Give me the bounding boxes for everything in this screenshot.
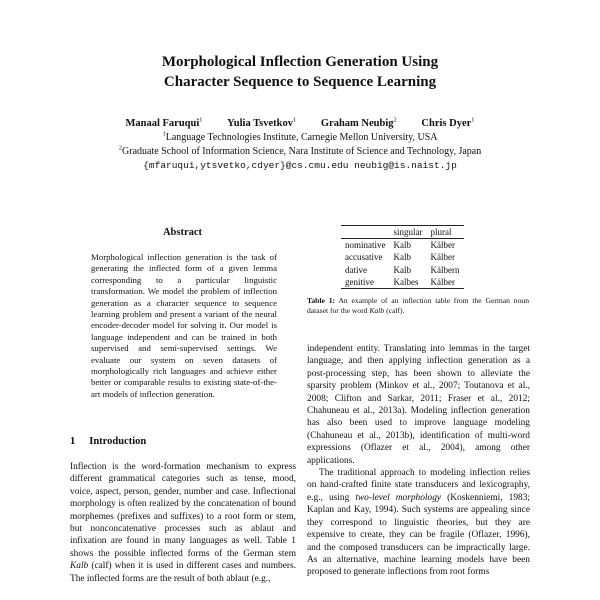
author: Chris Dyer$^1$: [421, 116, 475, 129]
affiliation-2: $^2$Graduate School of Information Science, Nara Institute of Science and Technology, Japan: [118, 144, 482, 157]
inflection-table: [341, 225, 464, 289]
table-caption: Table 1: An example of an inflection table from the German noun dataset for the word Kalb (calf).: [307, 296, 529, 315]
right-column-text: [307, 343, 530, 579]
title-line-2: Character Sequence to Sequence Learning: [163, 74, 437, 90]
table-header-row: singular plural: [341, 226, 464, 239]
author: Graham Neubig$^2$: [320, 116, 397, 129]
affiliation-1: $^1$Language Technologies Institute, Carnegie Mellon University, USA: [162, 130, 438, 143]
table-row: genitive Kalbes Kälber: [341, 276, 464, 289]
table-row: dative Kalb Kälbern: [345, 264, 460, 275]
section-heading-introduction: 1 Introduction: [70, 436, 147, 447]
author: Manaal Faruqui$^1$: [125, 116, 203, 129]
table-row: accusative Kalb Kälber: [345, 252, 455, 263]
paper-title: [0, 52, 600, 92]
author: Yulia Tsvetkov$^1$: [227, 116, 297, 129]
abstract-heading: Abstract: [162, 227, 203, 238]
title-line-1: Morphological Inflection Generation Using: [161, 54, 439, 70]
author-list: [0, 117, 600, 131]
paragraph: The traditional approach to modeling inflection relies on hand-crafted finite state transducers and lexicography, e.g., using two-level morphology (Koskenniemi, 1983; Kaplan and Kay, 1994). Such systems are appealing since they correspond to linguistic theories, but they are expensive to create, they can be fragile (Oflazer, 1996), and the composed transducers can be impractically large. As an alternative, machine learning models have been proposed to generate inflections from root forms: [307, 468, 530, 578]
abstract-text: Morphological inflection generation is the task of generating the inflected form of a given lemma corresponding to a particular linguistic transformation. We model the problem of inflection generation as a character sequence to sequence learning problem and present a variant of the neural encoder-decoder model for solving it. Our model is language independent and can be trained in both supervised and semi-supervised settings. We evaluate our system on seven datasets of morphologically rich languages and achieve either better or comparable results to existing state-of-the-art models of inflection generation.: [91, 252, 277, 399]
author-emails: {mfaruqui,ytsvetko,cdyer}@cs.cmu.edu neubig@is.naist.jp: [143, 160, 457, 171]
introduction-text: Inflection is the word-formation mechanism to express different grammatical categories such as tense, mood, voice, aspect, person, gender, number and case. Inflectional morphology is often realized by the concatenation of bound morphemes (prefixes and suffixes) to a root form or stem, but nonconcatenative processes such as ablaut and infixation are found in many languages as well. Table 1 shows the possible inflected forms of the German stem Kalb (calf) when it is used in different cases and numbers. The inflected forms are the result of both ablaut (e.g.,: [70, 462, 296, 584]
paragraph: independent entity. Translating into lemmas in the target language, and then applying inflection generation as a post-processing step, has been shown to alleviate the sparsity problem (Minkov et al., 2007; Toutanova et al., 2008; Clifton and Sarkar, 2011; Fraser et al., 2012; Chahuneau et al., 2013a). Modeling inflection generation has also been used to improve language modeling (Chahuneau et al., 2013b), identification of multi-word expressions (Oflazer et al., 2004), among other applications.: [307, 344, 530, 466]
table-row: nominative Kalb Kälber: [345, 240, 455, 251]
